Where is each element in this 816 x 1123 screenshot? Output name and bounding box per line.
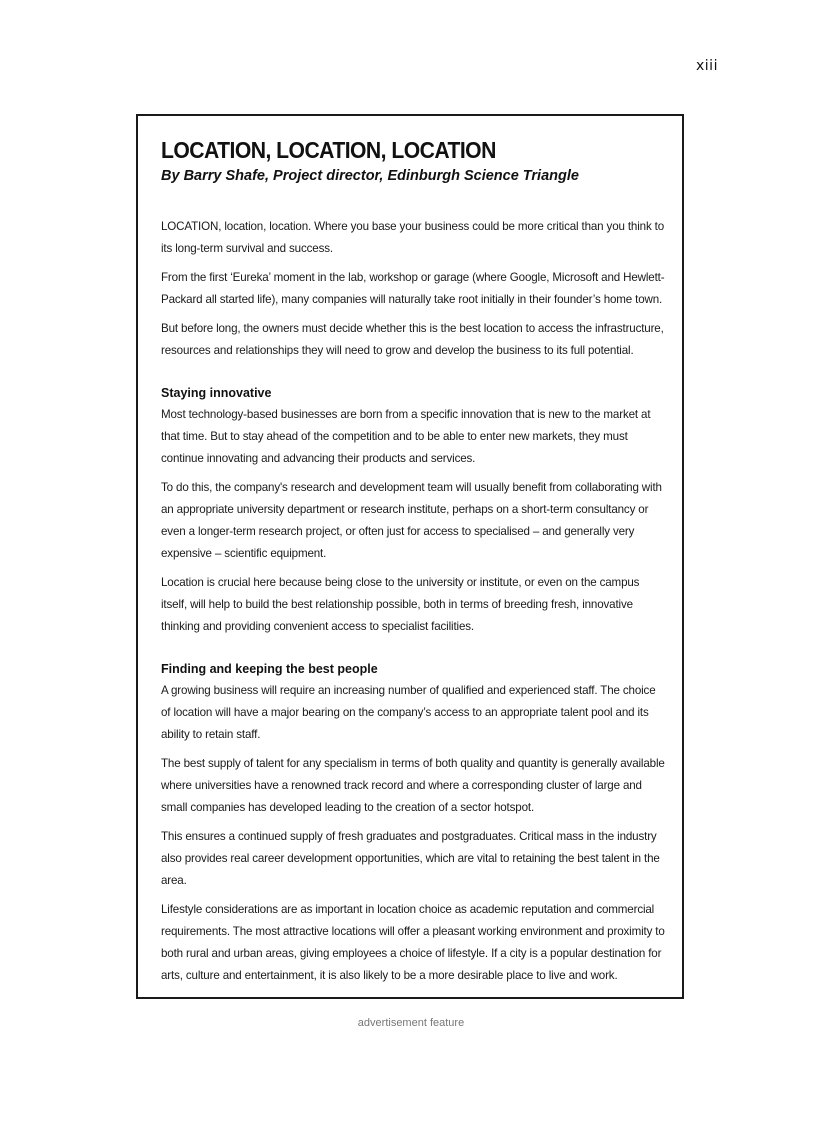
section-paragraph: Most technology-based businesses are born from a specific innovation that is new to the market at that time. But to stay ahead of the competition and to be able to enter new markets, they must continue innovating and advancing their products and services. (161, 408, 651, 465)
article-box (136, 114, 684, 999)
section-paragraph: Location is crucial here because being close to the university or institute, or even on the campus itself, will help to build the best relationship possible, both in terms of breeding fresh, innovative thinking and providing convenient access to specialist facilities. (161, 576, 640, 633)
article-content (161, 136, 665, 994)
advertisement-feature-label: advertisement feature (357, 1017, 465, 1029)
intro-paragraph: But before long, the owners must decide whether this is the best location to access the infrastructure, resources and relationships they will need to grow and develop the business to its full potential. (161, 322, 664, 357)
page-number: xiii (696, 58, 718, 74)
intro-paragraph: From the first ‘Eureka’ moment in the lab, workshop or garage (where Google, Microsoft and Hewlett-Packard all started life), many companies will naturally take root initially in their founder’s home town. (161, 271, 665, 306)
intro-paragraph: LOCATION, location, location. Where you base your business could be more critical than you think to its long-term survival and success. (161, 220, 665, 255)
article-body (161, 216, 665, 987)
section-heading: Staying innovative (161, 386, 272, 400)
section-finding-people (161, 658, 665, 987)
section-paragraph: Lifestyle considerations are as important in location choice as academic reputation and commercial requirements. The most attractive locations will offer a pleasant working environment and proximity to both rural and urban areas, giving employees a choice of lifestyle. If a city is a popular destination for arts, culture and entertainment, it is also likely to be a more desirable place to live and work. (161, 903, 665, 982)
section-paragraph: A growing business will require an increasing number of qualified and experienced staff. The choice of location will have a major bearing on the company’s access to an appropriate talent pool and its ability to retain staff. (161, 684, 656, 741)
section-paragraph: The best supply of talent for any specialism in terms of both quality and quantity is generally available where universities have a renowned track record and where a corresponding cluster of large and small companies has developed leading to the creation of a sector hotspot. (161, 757, 665, 814)
section-paragraph: To do this, the company's research and development team will usually benefit from collaborating with an appropriate university department or research institute, perhaps on a short-term consultancy or even a longer-term research project, or often just for access to specialised – and generally very expensive – scientific equipment. (161, 481, 662, 560)
article-byline: By Barry Shafe, Project director, Edinburgh Science Triangle (161, 168, 579, 184)
section-staying-innovative (161, 382, 665, 638)
article-title: LOCATION, LOCATION, LOCATION (161, 137, 496, 163)
section-heading: Finding and keeping the best people (161, 662, 378, 676)
section-paragraph: This ensures a continued supply of fresh graduates and postgraduates. Critical mass in the industry also provides real career development opportunities, which are vital to retaining the best talent in the area. (161, 830, 660, 887)
